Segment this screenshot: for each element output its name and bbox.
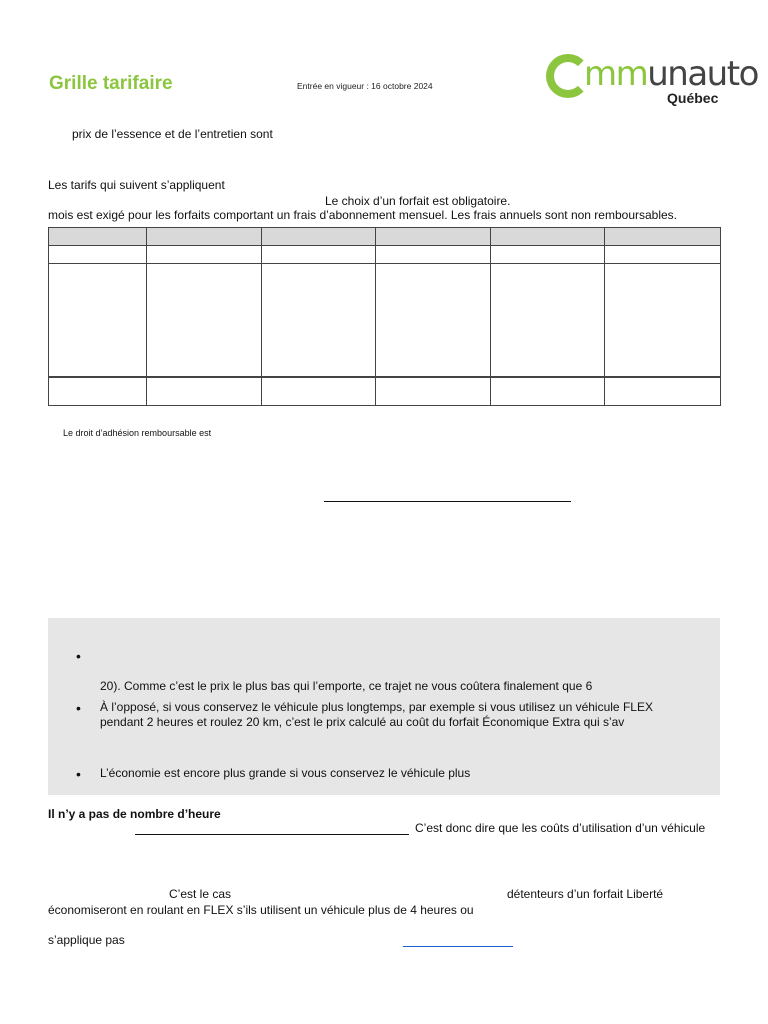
table-header-cell xyxy=(605,228,721,246)
table-cell xyxy=(49,264,147,378)
table-row xyxy=(49,264,721,378)
bullet-icon: • xyxy=(76,700,81,716)
table-row xyxy=(49,377,721,406)
table-header-cell xyxy=(376,228,491,246)
footer-detenteurs: détenteurs d’un forfait Liberté xyxy=(507,887,664,901)
footer-economiseront: économiseront en roulant en FLEX s’ils utilisent un véhicule plus de 4 heures ou xyxy=(48,903,474,917)
table-cell xyxy=(147,264,262,378)
footer-sapplique: s’applique pas xyxy=(48,933,125,947)
table-header-row xyxy=(49,228,721,246)
intro-line-2: Les tarifs qui suivent s’appliquent xyxy=(48,178,225,192)
page-title: Grille tarifaire xyxy=(49,73,173,94)
info-bullet2-line2: pendant 2 heures et roulez 20 km, c’est le prix calculé au coût du forfait Économique Extra qui s’av xyxy=(100,715,625,729)
table-cell xyxy=(262,264,376,378)
intro-line-3: Le choix d’un forfait est obligatoire. xyxy=(325,194,511,208)
table-cell xyxy=(491,246,605,264)
refund-note: Le droit d’adhésion remboursable est xyxy=(63,428,212,438)
info-line-20: 20). Comme c’est le prix le plus bas qui l’emporte, ce trajet ne vous coûtera finalement que 6 xyxy=(100,679,593,693)
table-header-cell xyxy=(49,228,147,246)
table-cell xyxy=(491,264,605,378)
table-cell xyxy=(491,377,605,406)
intro-line-4: mois est exigé pour les forfaits comportant un frais d’abonnement mensuel. Les frais annuels sont non remboursables. xyxy=(48,208,678,222)
blank-line xyxy=(324,501,571,502)
table-header-cell xyxy=(147,228,262,246)
table-cell xyxy=(49,377,147,406)
intro-line-1: prix de l’essence et de l’entretien sont xyxy=(72,127,273,141)
section-heading: Il n’y a pas de nombre d’heure xyxy=(48,807,221,821)
info-bullet3: L’économie est encore plus grande si vous conservez le véhicule plus xyxy=(100,766,471,780)
rate-table xyxy=(48,227,721,406)
table-cell xyxy=(262,246,376,264)
effective-date: Entrée en vigueur : 16 octobre 2024 xyxy=(297,81,433,91)
table-cell xyxy=(605,264,721,378)
table-cell xyxy=(376,377,491,406)
table-cell xyxy=(147,377,262,406)
bullet-icon: • xyxy=(76,766,81,782)
table-cell xyxy=(49,246,147,264)
table-cell xyxy=(147,246,262,264)
table-header-cell xyxy=(262,228,376,246)
link-underline[interactable] xyxy=(403,946,513,947)
footer-line-cost: C’est donc dire que les coûts d’utilisation d’un véhicule xyxy=(415,821,706,835)
table-header-cell xyxy=(491,228,605,246)
table-cell xyxy=(376,246,491,264)
communauto-logo xyxy=(544,52,758,110)
table-cell xyxy=(605,246,721,264)
table-cell xyxy=(605,377,721,406)
footer-cest-le-cas: C’est le cas xyxy=(169,887,232,901)
info-bullet2-line1: À l’opposé, si vous conservez le véhicule plus longtemps, par exemple si vous utilisez un véhicule FLEX xyxy=(100,700,653,714)
logo-subtitle: Québec xyxy=(667,90,719,106)
table-cell xyxy=(262,377,376,406)
bullet-icon: • xyxy=(76,648,81,664)
logo-wordmark: mmunauto xyxy=(584,54,758,94)
blank-line xyxy=(135,834,409,835)
table-row xyxy=(49,246,721,264)
table-cell xyxy=(376,264,491,378)
